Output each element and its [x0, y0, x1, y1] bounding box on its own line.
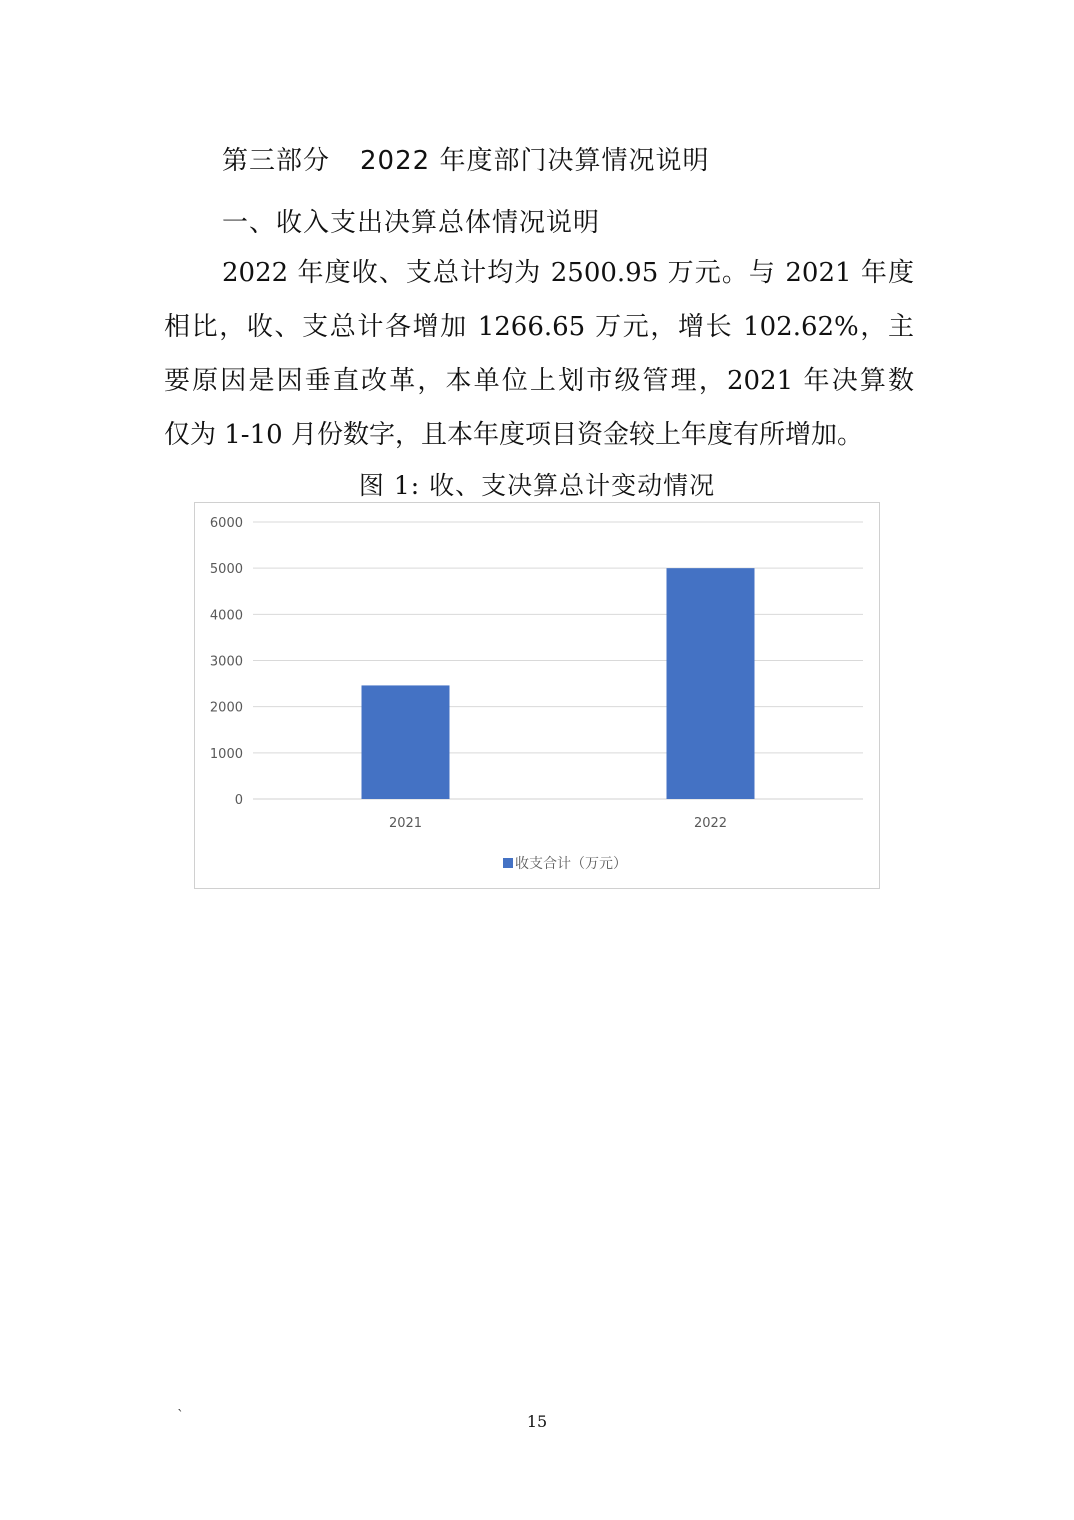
chart-canvas	[195, 503, 879, 888]
y-tick-label: 3000	[209, 654, 243, 670]
section-title: 2022 年度部门决算情况说明	[360, 146, 710, 176]
section-heading	[222, 140, 709, 177]
x-tick-label: 2021	[388, 816, 423, 831]
legend-swatch	[503, 858, 513, 868]
x-tick-label: 2022	[693, 816, 728, 831]
footer-mark: `	[177, 1408, 184, 1424]
bar-chart	[194, 502, 880, 889]
paragraph-line: 2022 年度收、支总计均为 2500.95 万元。与 2021 年度	[222, 258, 914, 288]
y-tick-label: 5000	[209, 562, 243, 578]
chart-legend	[503, 853, 627, 873]
y-tick-label: 0	[234, 793, 243, 808]
y-tick-label: 2000	[209, 700, 243, 716]
section-label: 第三部分	[222, 146, 331, 176]
legend-label: 收支合计（万元）	[515, 856, 627, 872]
figure-caption: 图 1: 收、支决算总计变动情况	[358, 471, 716, 500]
subheading: 一、收入支出决算总体情况说明	[222, 208, 601, 238]
bar-2022	[667, 568, 755, 799]
y-tick-label: 1000	[209, 746, 243, 762]
paragraph-line: 仅为 1-10 月份数字，且本年度项目资金较上年度有所增加。	[164, 420, 863, 450]
y-tick-label: 6000	[209, 516, 243, 531]
paragraph-line: 相比，收、支总计各增加 1266.65 万元，增长 102.62%，主	[164, 312, 914, 342]
paragraph-line: 要原因是因垂直改革，本单位上划市级管理，2021 年决算数	[164, 366, 914, 396]
body-paragraph	[164, 246, 914, 462]
page-number: 15	[526, 1412, 548, 1431]
y-tick-label: 4000	[209, 608, 243, 624]
bar-2021	[362, 685, 450, 799]
